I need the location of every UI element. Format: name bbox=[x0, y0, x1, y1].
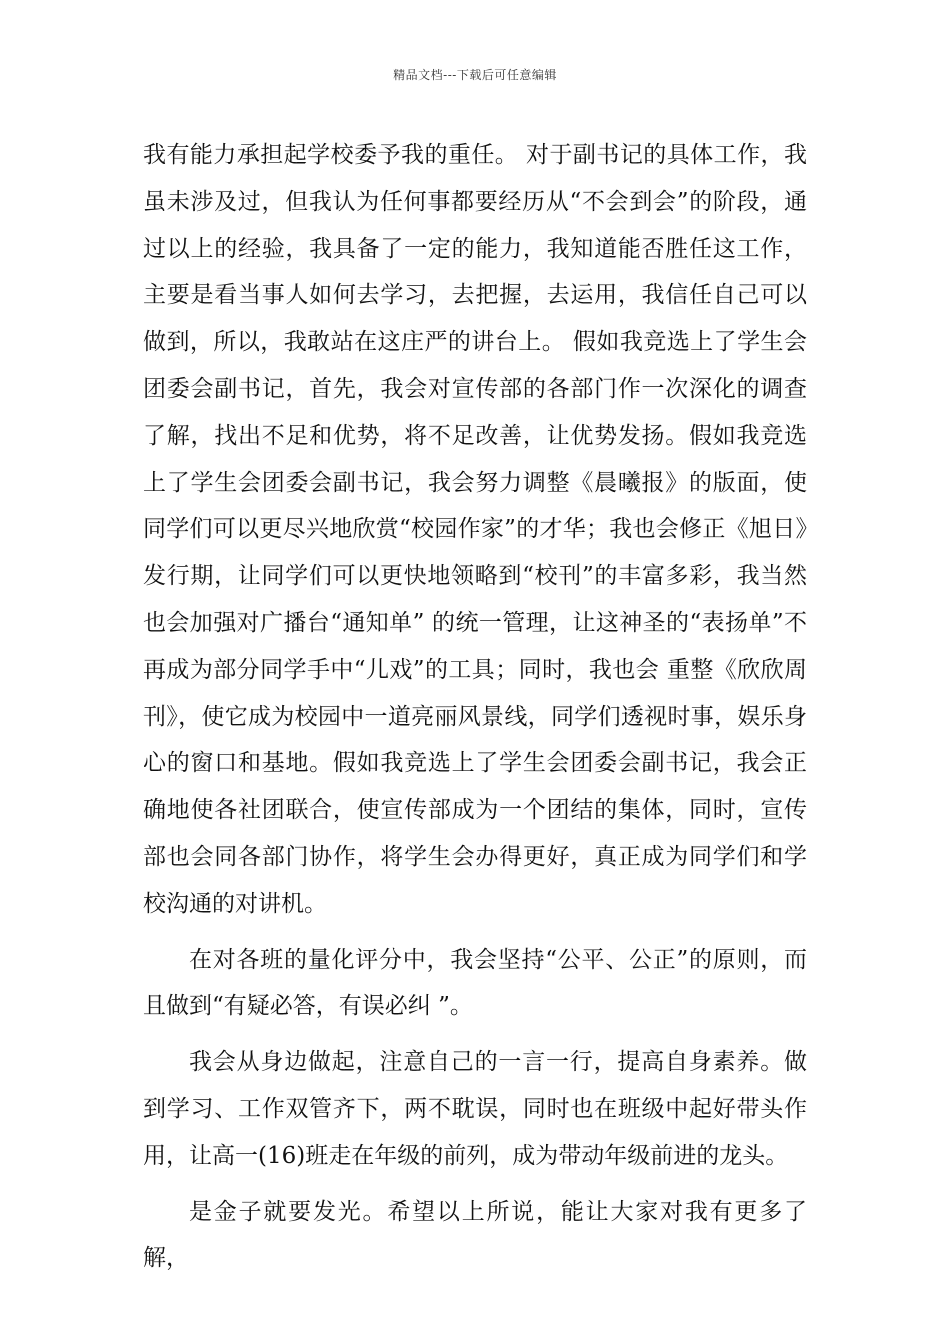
paragraph-1: 我有能力承担起学校委予我的重任。 对于副书记的具体工作，我虽未涉及过，但我认为任何事都要经历从“不会到会”的阶段，通过以上的经验，我具备了一定的能力，我知道能否胜任这工作，主要是看当事人如何去学习，去把握，去运用，我信任自己可以做到，所以，我敢站在这庄严的讲台上。 假如我竞选上了学生会团委会副书记，首先，我会对宣传部的各部门作一次深化的调查了解，找出不足和优势，将不足改善，让优势发扬。假如我竞选上了学生会团委会副书记，我会努力调整《晨曦报》的版面，使同学们可以更尽兴地欣赏“校园作家”的才华；我也会修正《旭日》发行期，让同学们可以更快地领略到“校刊”的丰富多彩，我当然也会加强对广播台“通知单” 的统一管理，让这神圣的“表扬单”不再成为部分同学手中“儿戏”的工具；同时，我也会 重整《欣欣周刊》，使它成为校园中一道亮丽风景线，同学们透视时事，娱乐身心的窗口和基地。假如我竞选上了学生会团委会副书记，我会正确地使各社团联合，使宣传部成为一个团结的集体，同时，宣传部也会同各部门协作，将学生会办得更好，真正成为同学们和学校沟通的对讲机。 bbox=[143, 142, 807, 917]
paragraph-2: 在对各班的量化评分中，我会坚持“公平、公正”的原则，而且做到“有疑必答，有误必纠 ”。 bbox=[143, 946, 807, 1020]
header-note: 精品文档---下载后可任意编辑 bbox=[393, 68, 557, 82]
paragraph-4: 是金子就要发光。希望以上所说，能让大家对我有更多了解， bbox=[143, 1198, 807, 1272]
body-text bbox=[143, 132, 807, 1282]
paragraph-3: 我会从身边做起，注意自己的一言一行，提高自身素养。做到学习、工作双管齐下，两不耽误，同时也在班级中起好带头作用，让高一(16)班走在年级的前列，成为带动年级前进的龙头。 bbox=[143, 1049, 807, 1169]
